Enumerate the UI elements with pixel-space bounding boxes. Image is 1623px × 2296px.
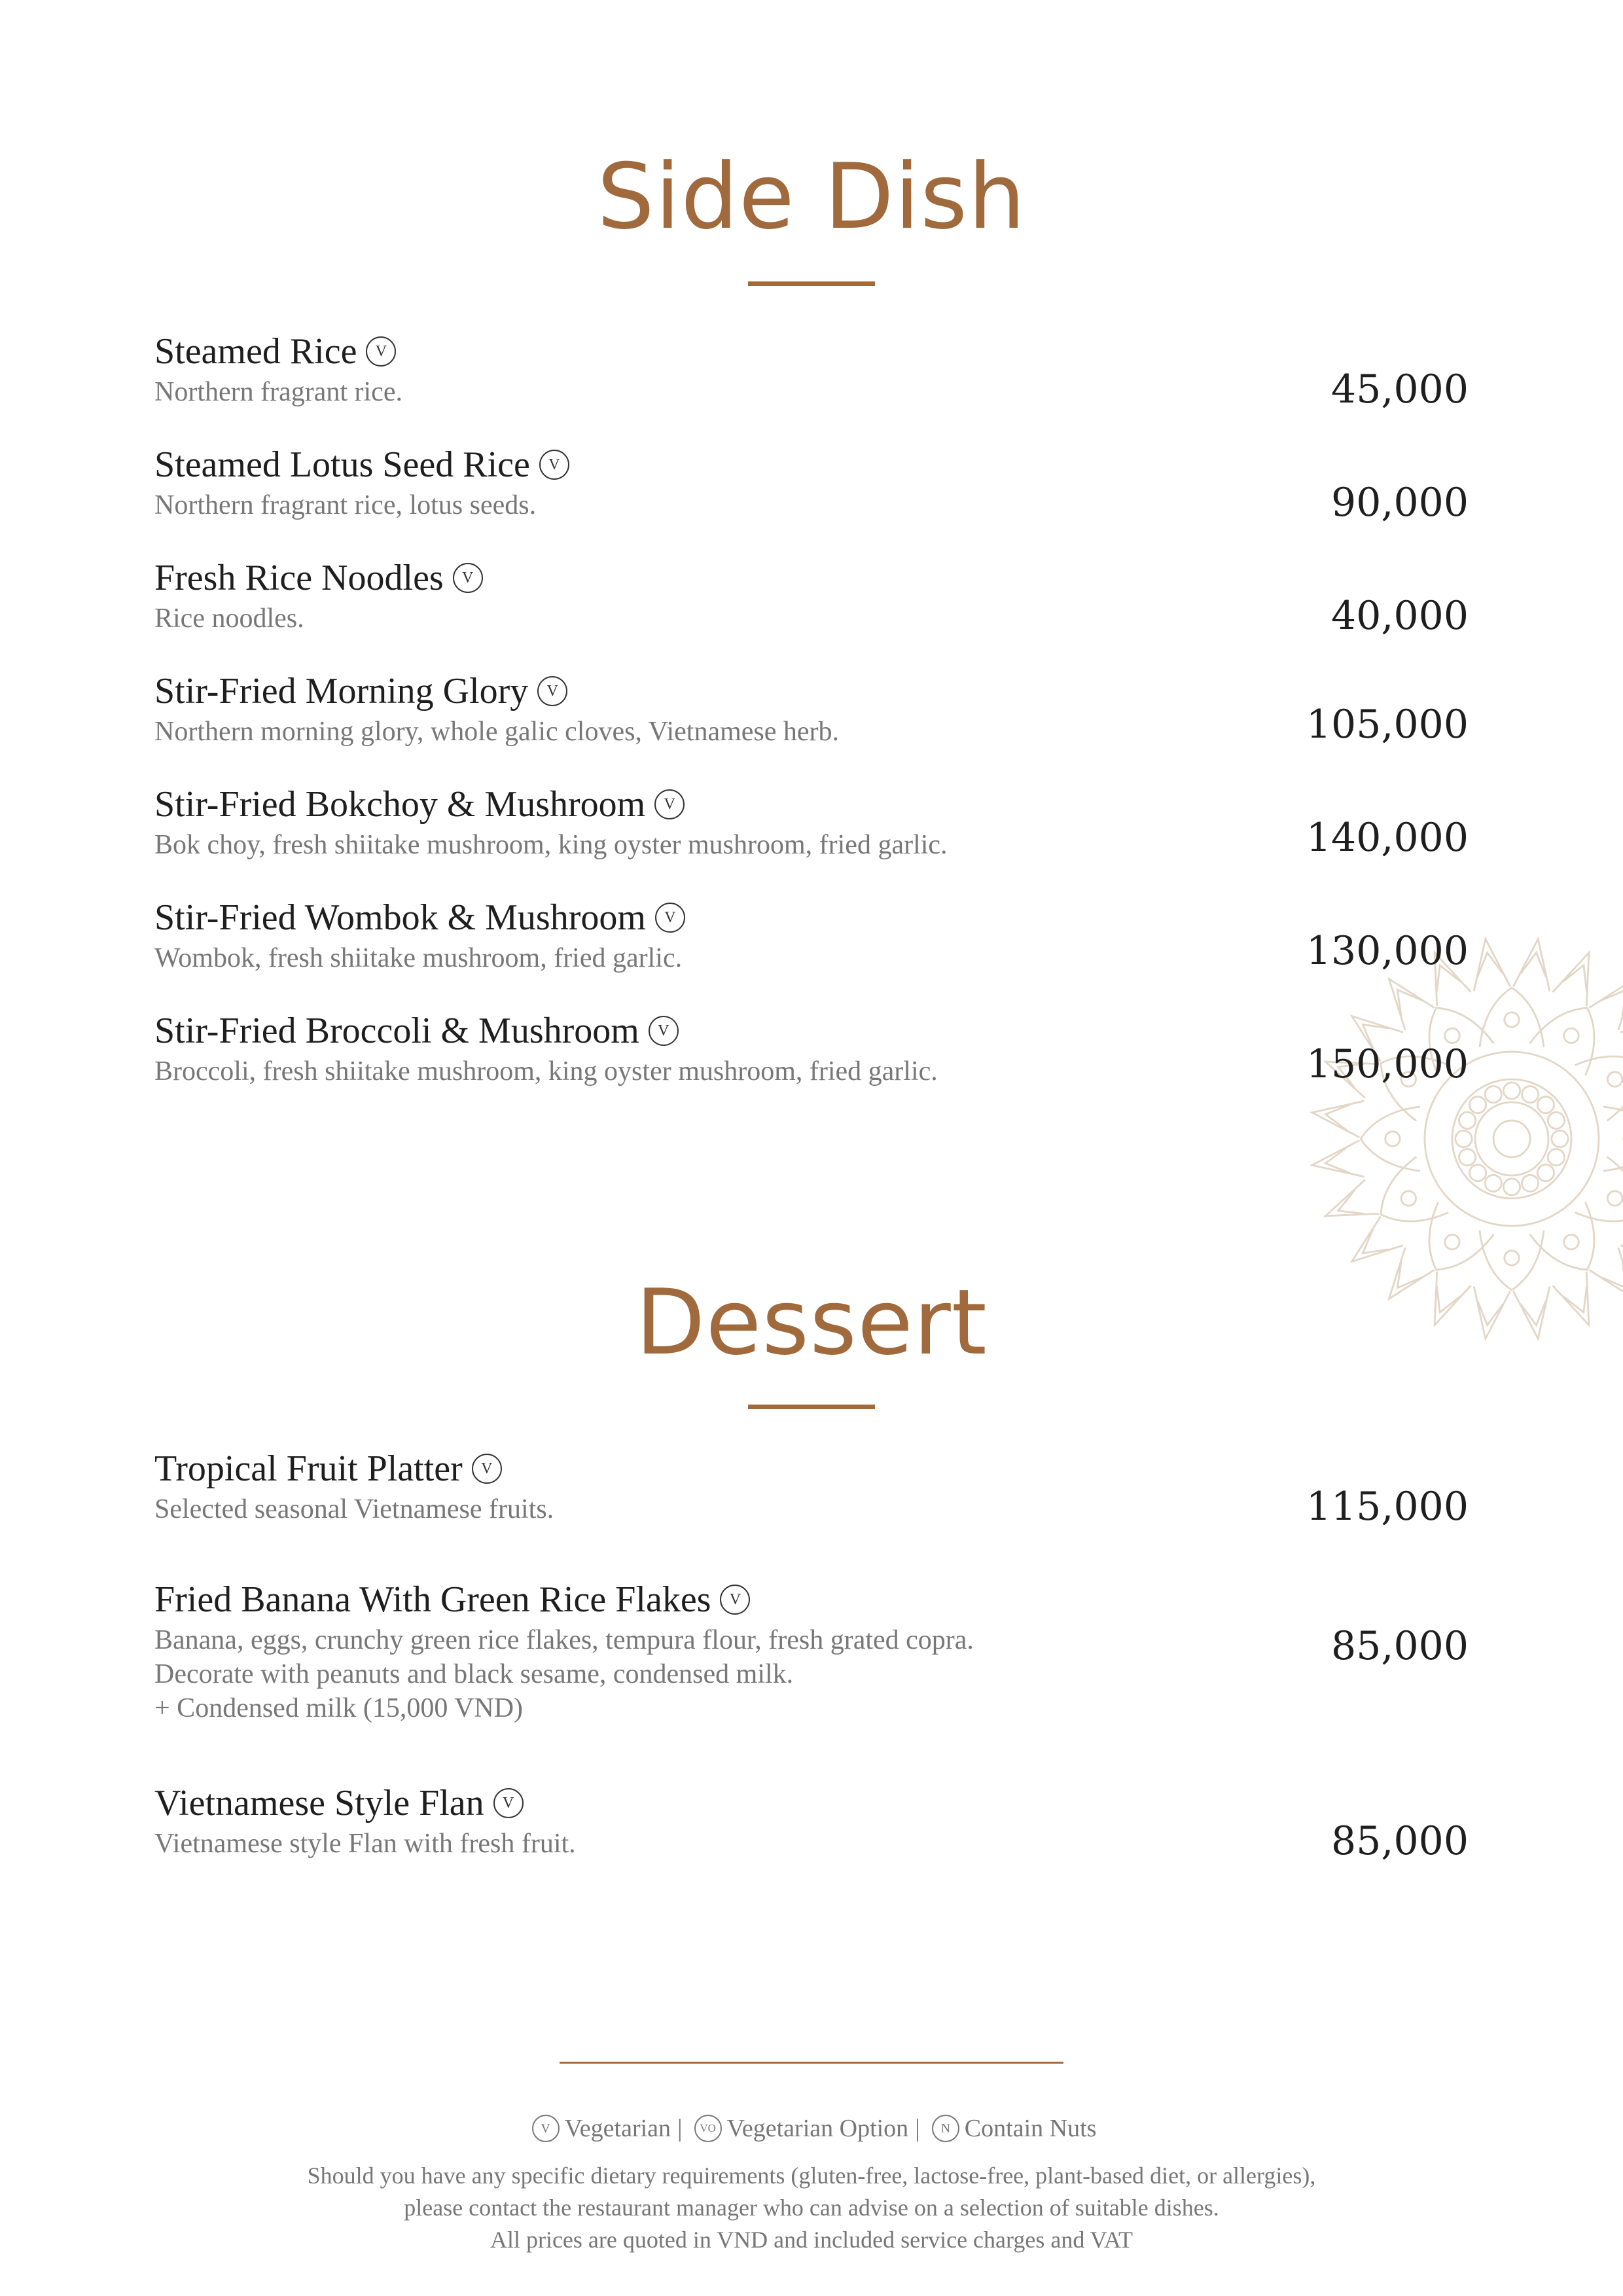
menu-item-stir-fried-broccoli-mushroom [154, 1010, 1469, 1088]
item-name: Steamed Rice [154, 331, 357, 372]
item-name: Steamed Lotus Seed Rice [154, 444, 530, 485]
vegetarian-legend-label: Vegetarian [564, 2115, 671, 2142]
side-dish-title: Side Dish [597, 144, 1026, 249]
menu-item-stir-fried-bokchoy-mushroom [154, 783, 1469, 862]
item-description: Northern fragrant rice. [154, 377, 402, 407]
item-name: Stir-Fried Bokchoy & Mushroom [154, 784, 646, 825]
item-description-line-2: Decorate with peanuts and black sesame, condensed milk. [154, 1659, 794, 1689]
dietary-notes [0, 2160, 1623, 2256]
item-name: Fresh Rice Noodles [154, 558, 444, 598]
item-price: 140,000 [1306, 815, 1469, 861]
item-name: Stir-Fried Morning Glory [154, 671, 529, 711]
vegetarian-badge-icon: V [539, 450, 569, 480]
menu-item-tropical-fruit-platter [154, 1448, 1469, 1530]
notes-line-2: please contact the restaurant manager who can advise on a selection of suitable dishes. [404, 2195, 1219, 2221]
vegetarian-option-legend-label: Vegetarian Option [726, 2115, 909, 2142]
vegetarian-badge-icon: V [493, 1788, 524, 1818]
legend-separator: | [677, 2115, 683, 2142]
item-name: Stir-Fried Broccoli & Mushroom [154, 1011, 639, 1051]
menu-item-stir-fried-morning-glory [154, 670, 1469, 749]
vegetarian-badge-icon: V [720, 1585, 750, 1615]
item-price: 90,000 [1331, 480, 1469, 526]
vegetarian-badge-icon: V [654, 789, 685, 819]
side-dish-title-rule [748, 281, 875, 286]
item-description: Bok choy, fresh shiitake mushroom, king oyster mushroom, fried garlic. [154, 830, 948, 860]
menu-item-stir-fried-wombok-mushroom [154, 897, 1469, 975]
vegetarian-badge-icon: V [655, 903, 685, 933]
item-price: 115,000 [1306, 1484, 1469, 1530]
notes-line-1: Should you have any specific dietary requirements (gluten-free, lactose-free, plant-based diet, or allergies), [307, 2162, 1316, 2189]
vegetarian-badge-icon: V [366, 336, 396, 367]
menu-item-steamed-lotus-seed-rice [154, 444, 1469, 526]
item-price: 130,000 [1306, 928, 1469, 974]
menu-item-fresh-rice-noodles [154, 557, 1469, 639]
item-name: Fried Banana With Green Rice Flakes [154, 1579, 711, 1620]
menu-item-fried-banana-green-rice-flakes [154, 1579, 1469, 1725]
item-description: Selected seasonal Vietnamese fruits. [154, 1494, 554, 1524]
item-description: Vietnamese style Flan with fresh fruit. [154, 1829, 576, 1859]
vegetarian-badge-icon: V [649, 1016, 679, 1046]
item-description: Northern fragrant rice, lotus seeds. [154, 490, 537, 520]
item-description: Northern morning glory, whole galic cloves, Vietnamese herb. [154, 717, 840, 747]
vegetarian-option-legend-icon: VO [694, 2115, 722, 2142]
menu-item-steamed-rice [154, 331, 1469, 412]
vegetarian-badge-icon: V [537, 676, 567, 706]
item-price: 85,000 [1331, 1818, 1469, 1864]
dessert-title: Dessert [635, 1270, 988, 1375]
item-description: Wombok, fresh shiitake mushroom, fried garlic. [154, 943, 683, 973]
contain-nuts-legend-icon: N [932, 2115, 959, 2142]
item-price: 150,000 [1306, 1041, 1469, 1087]
vegetarian-legend-icon: V [532, 2115, 560, 2142]
vegetarian-badge-icon: V [453, 563, 483, 593]
item-name: Tropical Fruit Platter [154, 1448, 463, 1489]
legend-separator: | [915, 2115, 920, 2142]
item-description: Banana, eggs, crunchy green rice flakes, tempura flour, fresh grated copra. [154, 1625, 974, 1655]
menu-item-vietnamese-style-flan [154, 1782, 1469, 1864]
contain-nuts-legend-label: Contain Nuts [964, 2115, 1097, 2142]
item-addon-note: + Condensed milk (15,000 VND) [154, 1693, 524, 1723]
dessert-title-rule [748, 1405, 875, 1409]
item-price: 40,000 [1331, 593, 1469, 639]
item-price: 85,000 [1331, 1623, 1469, 1669]
item-name: Stir-Fried Wombok & Mushroom [154, 897, 646, 938]
vegetarian-badge-icon: V [472, 1454, 502, 1484]
item-description: Broccoli, fresh shiitake mushroom, king oyster mushroom, fried garlic. [154, 1056, 938, 1086]
dietary-legend [0, 2114, 1623, 2143]
item-description: Rice noodles. [154, 603, 304, 634]
item-name: Vietnamese Style Flan [154, 1783, 484, 1823]
notes-line-3: All prices are quoted in VND and included service charges and VAT [490, 2227, 1133, 2253]
item-price: 105,000 [1306, 702, 1469, 747]
item-price: 45,000 [1331, 367, 1469, 412]
footer-rule [560, 2062, 1063, 2064]
